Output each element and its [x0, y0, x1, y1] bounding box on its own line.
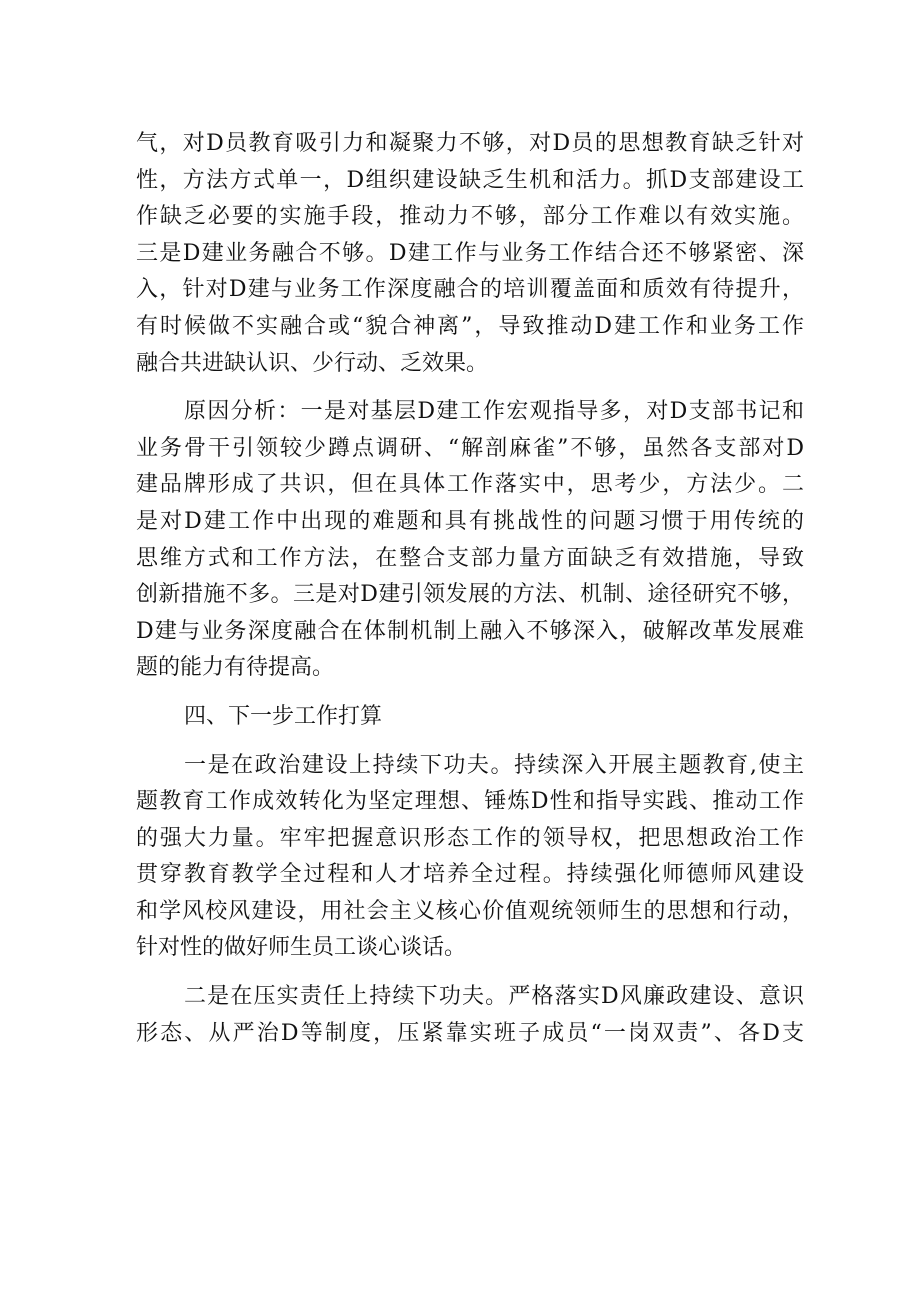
text-line: 和学风校风建设，用社会主义核心价值观统领师生的思想和行动， [136, 898, 804, 924]
section-heading: 四、下一步工作打算 [184, 703, 383, 729]
text-line: 入，针对D建与业务工作深度融合的培训覆盖面和质效有待提升， [136, 277, 804, 303]
paragraph-gap [136, 382, 804, 394]
text-line: 建品牌形成了共识，但在具体工作落实中，思考少，方法少。二 [136, 472, 804, 498]
text-line: 贯穿教育教学全过程和人才培养全过程。持续强化师德师风建设 [136, 862, 804, 888]
document-body [136, 126, 804, 1052]
paragraph-gap [136, 687, 804, 699]
text-line: 有时候做不实融合或“貌合神离”，导致推动D建工作和业务工作 [136, 313, 804, 339]
text-line: 二是在压实责任上持续下功夫。严格落实D风廉政建设、意识 [184, 984, 804, 1010]
text-line: 性，方法方式单一，D组织建设缺乏生机和活力。抓D支部建设工 [136, 167, 804, 193]
text-line: 一是在政治建设上持续下功夫。持续深入开展主题教育,使主 [184, 752, 804, 778]
text-line: 原因分析：一是对基层D建工作宏观指导多，对D支部书记和 [184, 399, 804, 425]
text-line: 的强大力量。牢牢把握意识形态工作的领导权，把思想政治工作 [136, 825, 804, 851]
text-line: 融合共进缺认识、少行动、乏效果。 [136, 350, 489, 376]
text-line: 作缺乏必要的实施手段，推动力不够，部分工作难以有效实施。 [136, 204, 804, 230]
text-line: 是对D建工作中出现的难题和具有挑战性的问题习惯于用传统的 [136, 508, 804, 534]
text-line: D建与业务深度融合在体制机制上融入不够深入，破解改革发展难 [136, 618, 804, 644]
text-line: 形态、从严治D等制度，压紧靠实班子成员“一岗双责”、各D支 [136, 1020, 804, 1046]
text-line: 业务骨干引领较少蹲点调研、“解剖麻雀”不够，虽然各支部对D [136, 435, 804, 461]
text-line: 创新措施不多。三是对D建引领发展的方法、机制、途径研究不够， [136, 582, 804, 608]
text-line: 针对性的做好师生员工谈心谈话。 [136, 935, 467, 961]
text-line: 三是D建业务融合不够。D建工作与业务工作结合还不够紧密、深 [136, 240, 804, 266]
text-line: 思维方式和工作方法，在整合支部力量方面缺乏有效措施，导致 [136, 545, 804, 571]
paragraph-gap [136, 736, 804, 748]
text-line: 气，对D员教育吸引力和凝聚力不够，对D员的思想教育缺乏针对 [136, 131, 804, 156]
text-line: 题的能力有待提高。 [136, 655, 335, 681]
text-line: 题教育工作成效转化为坚定理想、锤炼D性和指导实践、推动工作 [136, 789, 804, 815]
paragraph-gap [136, 967, 804, 979]
